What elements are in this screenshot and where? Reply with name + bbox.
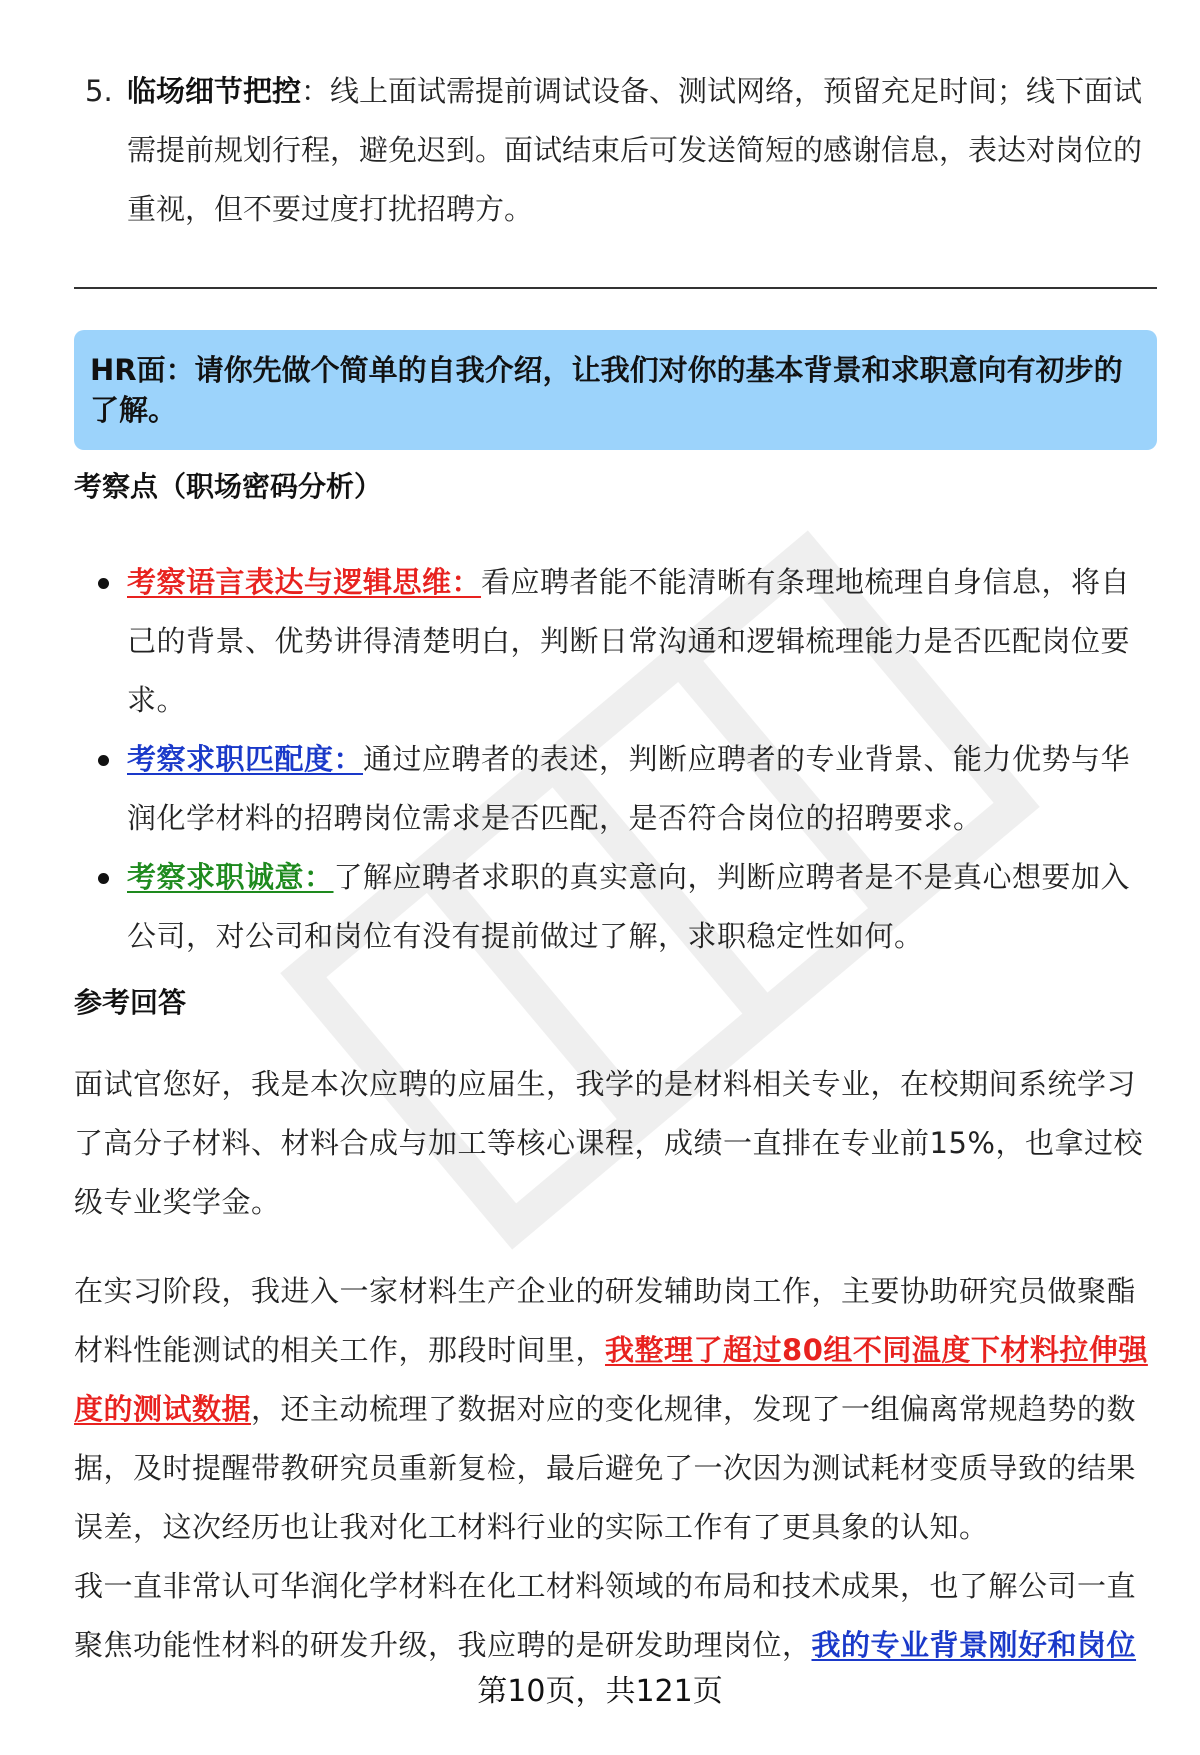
list-item [74, 848, 1157, 966]
answer-title: 参考回答 [74, 986, 187, 1019]
bullet-icon [98, 578, 109, 589]
section-divider [74, 287, 1157, 289]
list-item-body: ：线上面试需提前调试设备、测试网络，预留充足时间；线下面试需提前规划行程，避免迟到。面试结束后可发送简短的感谢信息，表达对岗位的重视，但不要过度打扰招聘方。 [127, 74, 1143, 226]
point-text: 了解应聘者求职的真实意向，判断应聘者是不是真心想要加入公司，对公司和岗位有没有提前做过了解，求职稳定性如何。 [127, 860, 1131, 953]
point-keyword: 考察求职诚意： [127, 860, 334, 894]
page-footer: 第10页，共121页 [477, 1674, 723, 1709]
list-item [74, 553, 1157, 730]
question-box [74, 330, 1157, 450]
analysis-list [74, 553, 1157, 966]
answer-paragraph-1: 面试官您好，我是本次应聘的应届生，我学的是材料相关专业，在校期间系统学习了高分子材料、材料合成与加工等核心课程，成绩一直排在专业前15%，也拿过校级专业奖学金。 [74, 1067, 1143, 1219]
paragraph-text: 在实习阶段，我进入一家材料生产企业的研发辅助岗工作，主要协助研究员做聚酯材料性能测试的相关工作，那段时间里， [74, 1274, 1137, 1367]
highlight-text: 我的专业背景刚好和岗位 [811, 1628, 1137, 1662]
point-keyword: 考察求职匹配度： [127, 742, 364, 776]
list-item-title: 临场细节把控 [127, 74, 302, 108]
answer-paragraph-2 [74, 1262, 1157, 1557]
point-text: 看应聘者能不能清晰有条理地梳理自身信息，将自己的背景、优势讲得清楚明白，判断日常沟通和逻辑梳理能力是否匹配岗位要求。 [127, 565, 1131, 717]
bullet-icon [98, 755, 109, 766]
list-number: 5. [85, 74, 113, 108]
bullet-icon [98, 873, 109, 884]
point-keyword: 考察语言表达与逻辑思维： [127, 565, 482, 599]
point-text: 通过应聘者的表述，判断应聘者的专业背景、能力优势与华润化学材料的招聘岗位需求是否匹配，是否符合岗位的招聘要求。 [127, 742, 1131, 835]
list-item-5 [74, 62, 1157, 239]
paragraph-text: 我一直非常认可华润化学材料在化工材料领域的布局和技术成果，也了解公司一直聚焦功能性材料的研发升级，我应聘的是研发助理岗位， [74, 1569, 1137, 1662]
question-text: HR面：请你先做个简单的自我介绍，让我们对你的基本背景和求职意向有初步的了解。 [90, 353, 1123, 427]
paragraph-text: ，还主动梳理了数据对应的变化规律，发现了一组偏离常规趋势的数据，及时提醒带教研究员重新复检，最后避免了一次因为测试耗材变质导致的结果误差，这次经历也让我对化工材料行业的实际工作有了更具象的认知。 [74, 1392, 1137, 1544]
highlight-text: 我整理了超过80组不同温度下材料拉伸强度的测试数据 [74, 1333, 1148, 1426]
list-item-text [127, 62, 1157, 239]
answer-paragraph-3 [74, 1557, 1157, 1675]
list-item [74, 730, 1157, 848]
analysis-title: 考察点（职场密码分析） [74, 470, 383, 503]
